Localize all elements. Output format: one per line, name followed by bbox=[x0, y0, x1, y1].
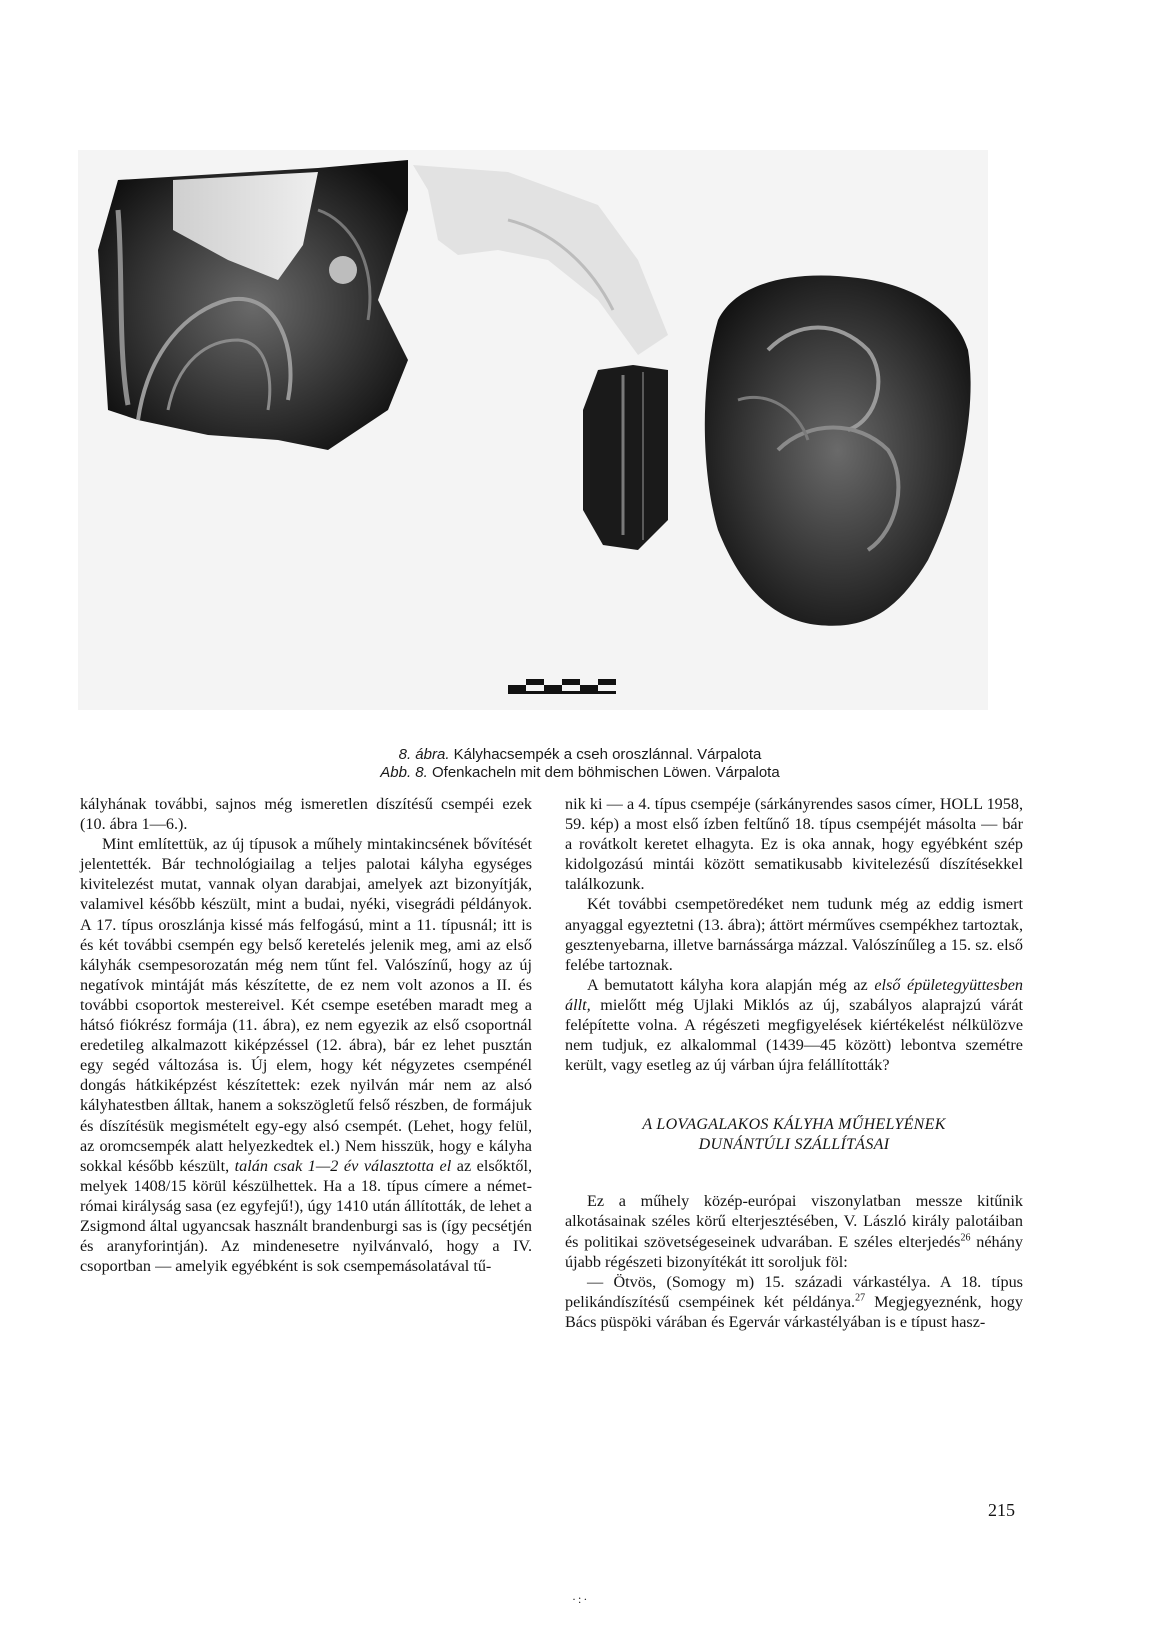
right-paragraph-5 bbox=[565, 1272, 1023, 1332]
left-text-column bbox=[80, 794, 532, 1276]
caption-hu-number: 8. ábra. bbox=[398, 746, 450, 763]
left-italic-phrase: talán csak 1—2 év választotta el bbox=[234, 1156, 452, 1175]
caption-hu-text: Kályhacsempék a cseh oroszlánnal. Várpalota bbox=[453, 746, 762, 763]
figure-caption bbox=[120, 746, 1040, 782]
caption-german bbox=[120, 764, 1040, 782]
section-heading-line-2: DUNÁNTÚLI SZÁLLÍTÁSAI bbox=[698, 1136, 890, 1154]
section-heading bbox=[565, 1115, 1023, 1155]
caption-hungarian bbox=[120, 746, 1040, 764]
left-paragraph-1: kályhának további, sajnos még ismeretlen díszítésű csempéi ezek (10. ábra 1—6.). bbox=[80, 795, 532, 834]
right-text-column bbox=[565, 794, 1023, 1332]
footnote-ref-26: 26 bbox=[960, 1232, 971, 1244]
right-paragraph-1: nik ki — a 4. típus csempéje (sárkányrendes sasos címer, HOLL 1958, 59. kép) a most első ízben feltűnő 18. típus csempéjét másolta — bár a rovátkolt keretet elhagyta. Ez is oka annak, hogy egyébként szép kidolgozású mintái között sematikusabb kivitelezésű díszítésekkel találkozunk. bbox=[565, 795, 1023, 894]
right-paragraph-4 bbox=[565, 1191, 1023, 1271]
right-paragraph-5-a: — Ötvös, (Somogy m) 15. századi várkastélya. A 18. típus pelikándíszítésű csempéinek két példánya. bbox=[565, 1272, 1023, 1311]
left-paragraph-2-text: Mint említettük, az új típusok a műhely mintakincsének bővítését jelentették. Bár technológiailag a teljes palotai kályha egységes kivitelezést mutat, vannak olyan darabjai, amelyek azt bizonyítják, valamivel később készült, mint a budai, nyéki, visegrádi példányok. A 17. típus oroszlánja kissé más felfogású, mint a 11. típusnál; itt is és két további csempén egy belső keretelés jelenik meg, ami az első kályhák csempesorozatán még nem tűnt fel. Valószínű, hogy az új negatívok mintáját más készítette, de ez nem volt azonos a II. és további csoportok mestereivel. Két csempe esetében maradt meg a hátsó fiókrész formája (11. ábra), ez nem egyezik az első csoportnál eredetileg alkalmazott kiképzéssel (12. ábra), bár ez lehet pusztán egy segéd változása is. Új elem, hogy két négyzetes csempénél dongás hátkiképzést készítettek: ezek nyilván már nem az alsó kályhatestben álltak, hanem a sokszögletű felső részben, de formájuk és díszítésük megismételt egy-egy alsó csempét. (Lehet, hogy felül, az oromcsempék alatt helyezkedtek el.) Nem hisszük, hogy e kályha sokkal később készült, bbox=[80, 835, 532, 1175]
figure-photograph bbox=[78, 150, 988, 710]
right-paragraph-3 bbox=[565, 975, 1023, 1075]
page-number: 215 bbox=[988, 1500, 1015, 1520]
caption-de-text: Ofenkacheln mit dem böhmischen Löwen. Várpalota bbox=[432, 764, 780, 781]
right-paragraph-3-a: A bemutatott kályha kora alapján még az bbox=[587, 975, 868, 994]
tile-fragment-left bbox=[98, 160, 408, 450]
right-paragraph-3-italic: első épületegyüttesben állt, bbox=[565, 975, 1024, 1014]
right-paragraph-3-b: mielőtt még Ujlaki Miklós az új, szabályos alaprajzú várát felépítette volna. A régészeti megfigyelések kiértékelést nélkülözve nem tudjuk, ez alkalommal (1439—45 között) lebontva szemétre került, vagy esetleg az új várban újra felállították? bbox=[565, 995, 1024, 1075]
right-paragraph-2: Két további csempetöredéket nem tudunk még az eddig ismert anyaggal egyeztetni (13. ábra); áttört mérműves csempékhez tartoztak, gesztenyebarna, illetve barnássárga mázzal. Valószínűleg a 15. sz. első felébe tartoznak. bbox=[565, 895, 1023, 974]
left-paragraph-2-end: az elsőktől, melyek 1408/15 körül készülhettek. Ha a 18. típus címere a német-római királyság sasa (ez egyfejű!), úgy 1410 után állították, de lehet a Zsigmond által ugyancsak használt brandenburgi sas is (így pecsétjén és aranyforintján). Az mindenesetre nyilvánvaló, hogy a IV. csoportban — amelyik egyébként is sok csempemásolatával tű- bbox=[80, 1156, 532, 1276]
scale-bar bbox=[508, 679, 616, 694]
tile-fragment-middle bbox=[413, 165, 668, 355]
left-paragraph-2 bbox=[80, 834, 532, 1276]
right-paragraph-4-a: Ez a műhely közép-európai viszonylatban messze kitűnik alkotásainak széles körű elterjesztésében, V. László király palotáiban és politikai szövetségeseinek udvarában. E széles elterjedés bbox=[565, 1192, 1023, 1251]
right-paragraph-4-b: néhány újabb régészeti bizonyítékát itt soroljuk föl: bbox=[565, 1232, 1023, 1271]
footnote-ref-27: 27 bbox=[855, 1292, 866, 1304]
tile-fragment-strip bbox=[583, 365, 668, 550]
stove-tile-fragments-image bbox=[78, 150, 988, 710]
caption-de-number: Abb. 8. bbox=[380, 764, 428, 781]
section-heading-line-1: A LOVAGALAKOS KÁLYHA MŰHELYÉNEK bbox=[642, 1116, 946, 1134]
print-specks: ·:· bbox=[572, 1592, 590, 1606]
spacer bbox=[565, 1075, 1023, 1115]
tile-fragment-right bbox=[705, 275, 971, 625]
right-paragraph-5-b: Megjegyeznénk, hogy Bács püspöki várában és Egervár várkastélyában is e típust hasz- bbox=[565, 1292, 1023, 1331]
